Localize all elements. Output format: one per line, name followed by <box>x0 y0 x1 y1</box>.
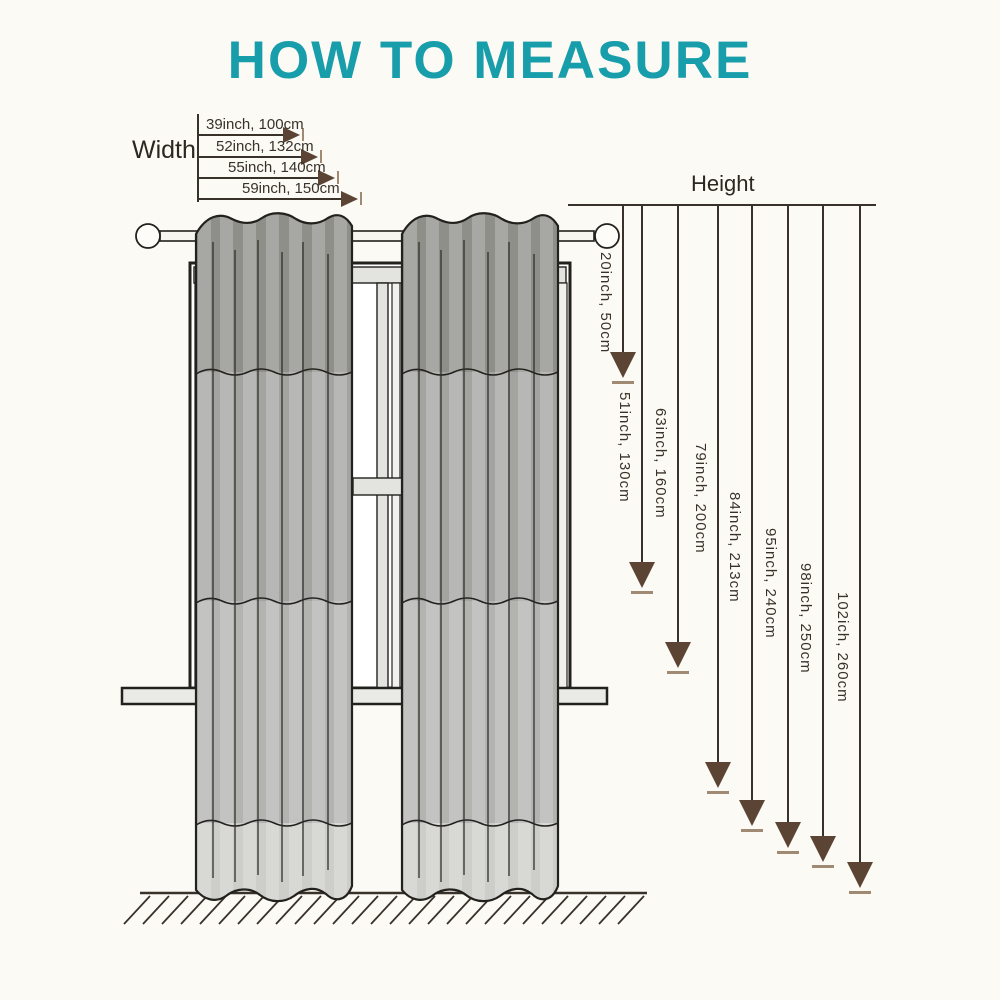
height-measurement-6: 95inch, 240cm <box>762 528 779 639</box>
width-axis-line <box>197 114 199 202</box>
height-arrow-line-4 <box>717 205 719 764</box>
height-arrowhead-2 <box>629 562 655 588</box>
height-arrow-line-1 <box>622 205 624 354</box>
height-tick-5 <box>741 829 763 832</box>
height-arrowhead-5 <box>739 800 765 826</box>
height-arrow-line-7 <box>822 205 824 838</box>
curtain-panel-left <box>196 210 352 905</box>
curtain-panel-right <box>402 210 558 905</box>
height-measurement-2: 51inch, 130cm <box>616 392 633 503</box>
height-arrow-line-5 <box>751 205 753 802</box>
height-arrowhead-6 <box>775 822 801 848</box>
width-arrowhead-4 <box>341 191 358 207</box>
width-arrow-line-3 <box>199 177 321 179</box>
width-measurement-4: 59inch, 150cm <box>242 180 340 197</box>
width-measurement-3: 55inch, 140cm <box>228 159 326 176</box>
height-measurement-7: 98inch, 250cm <box>797 563 814 674</box>
height-tick-7 <box>812 865 834 868</box>
width-section-label: Width <box>132 136 196 164</box>
height-measurement-1: 20inch, 50cm <box>597 252 614 354</box>
height-arrow-line-3 <box>677 205 679 644</box>
height-tick-8 <box>849 891 871 894</box>
width-arrow-line-4 <box>199 198 344 200</box>
height-measurement-8: 102ich, 260cm <box>834 592 851 703</box>
page-title: HOW TO MEASURE <box>227 31 753 90</box>
height-arrowhead-1 <box>610 352 636 378</box>
width-arrow-line-2 <box>199 156 304 158</box>
width-measurement-1: 39inch, 100cm <box>206 116 304 133</box>
height-tick-3 <box>667 671 689 674</box>
height-arrow-line-2 <box>641 205 643 564</box>
height-arrowhead-7 <box>810 836 836 862</box>
width-tick-4 <box>360 192 362 205</box>
rod-finial-right <box>595 224 619 248</box>
height-measurement-5: 84inch, 213cm <box>726 492 743 603</box>
height-measurement-4: 79inch, 200cm <box>692 443 709 554</box>
height-arrowhead-4 <box>705 762 731 788</box>
height-tick-2 <box>631 591 653 594</box>
height-arrow-line-8 <box>859 205 861 864</box>
height-axis-line <box>568 204 876 206</box>
floor <box>124 893 647 924</box>
height-arrowhead-8 <box>847 862 873 888</box>
height-tick-4 <box>707 791 729 794</box>
height-tick-1 <box>612 381 634 384</box>
height-measurement-3: 63inch, 160cm <box>652 408 669 519</box>
height-arrowhead-3 <box>665 642 691 668</box>
rod-finial-left <box>136 224 160 248</box>
height-section-label: Height <box>691 171 755 196</box>
height-arrow-line-6 <box>787 205 789 824</box>
width-measurement-2: 52inch, 132cm <box>216 138 314 155</box>
height-tick-6 <box>777 851 799 854</box>
width-arrow-line-1 <box>199 134 286 136</box>
